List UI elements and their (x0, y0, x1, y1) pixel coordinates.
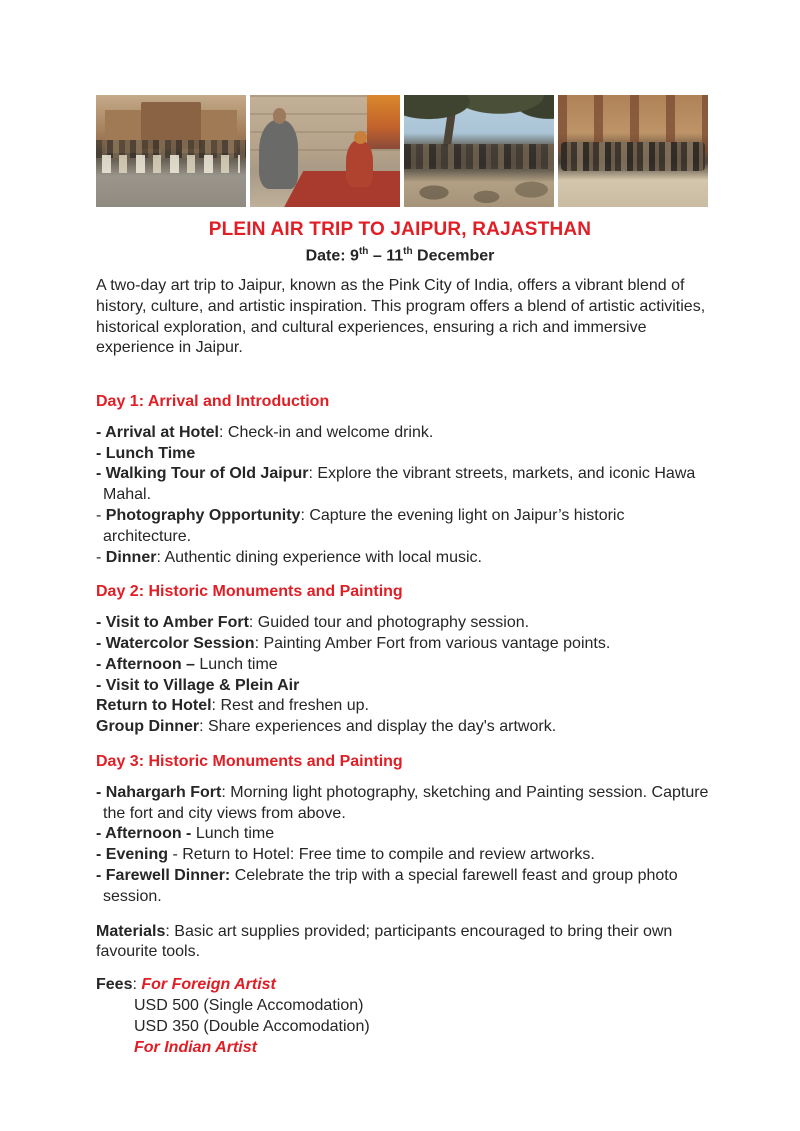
photo-musician-shape (346, 140, 373, 187)
item-segment: - Return to Hotel: Free time to compile and review artworks. (168, 846, 595, 864)
photo-collage (96, 95, 708, 207)
itinerary-item (96, 444, 710, 465)
photo-orange-drape-shape (367, 95, 400, 149)
item-segment: - Walking Tour of Old Jaipur (96, 465, 309, 483)
item-segment: - Watercolor Session (96, 634, 255, 652)
day-section (96, 392, 710, 568)
item-segment: : Capture the evening light on Jaipur’s historic architecture. (103, 506, 625, 545)
item-segment: - Afternoon - (96, 825, 192, 843)
fees-block (96, 975, 710, 1058)
item-segment: Photography Opportunity (105, 506, 301, 524)
materials-text: : Basic art supplies provided; participants encouraged to bring their own favourite tools. (96, 922, 673, 961)
item-segment: : Rest and freshen up. (211, 697, 369, 715)
item-segment: : Painting Amber Fort from various vantage points. (254, 634, 611, 652)
collage-photo-group-under-tree (404, 95, 554, 207)
item-segment: - Farewell Dinner: (96, 866, 231, 884)
photo-crowd-shape (404, 144, 554, 169)
item-segment: : Guided tour and photography session. (248, 614, 530, 632)
day-heading: Day 2: Historic Monuments and Painting (96, 583, 403, 601)
itinerary-item (96, 717, 710, 738)
item-segment: - Nahargarh Fort (96, 783, 222, 801)
photo-paintings-shape (102, 155, 240, 173)
intro-paragraph: A two-day art trip to Jaipur, known as the Pink City of India, offers a vibrant blend of history, culture, and artistic inspiration. This program offers a blend of artistic activities, historical exploration, and cultural experiences, ensuring a rich and immersive experience in Jaipur. (96, 277, 706, 357)
item-segment: Group Dinner (96, 718, 200, 736)
itinerary-item (96, 676, 710, 697)
collage-photo-group-paintings (96, 95, 246, 207)
photo-red-carpet-shape (281, 171, 400, 207)
fees-separator: : (132, 976, 142, 994)
itinerary-item (96, 548, 710, 569)
item-segment: : Explore the vibrant streets, markets, and iconic Hawa Mahal. (103, 465, 696, 504)
item-segment: : Authentic dining experience with local music. (156, 548, 482, 566)
itinerary-item (96, 506, 710, 548)
itinerary-item (96, 696, 710, 717)
itinerary-item (96, 655, 710, 676)
materials-paragraph (96, 922, 710, 964)
photo-foliage-shape (404, 95, 554, 138)
fee-option-single: USD 500 (Single Accomodation) (134, 996, 364, 1014)
fees-indian-artist-heading: For Indian Artist (134, 1038, 257, 1056)
photo-crowd-shape (561, 142, 705, 171)
item-segment: Dinner (105, 548, 157, 566)
itinerary-item (96, 783, 710, 825)
document-body (96, 392, 710, 1058)
itinerary-item (96, 613, 710, 634)
item-segment: : Check-in and welcome drink. (219, 423, 434, 441)
date-superscript: th (403, 246, 413, 257)
collage-photo-musician (250, 95, 400, 207)
item-segment: - (96, 506, 106, 524)
day-heading: Day 1: Arrival and Introduction (96, 393, 330, 410)
item-segment: Celebrate the trip with a special farewell feast and group photo session. (103, 866, 678, 905)
photo-man-head-shape (273, 108, 287, 124)
itinerary-item (96, 824, 710, 845)
photo-crouching-man-shape (259, 120, 298, 189)
item-segment: Lunch time (194, 655, 278, 673)
item-segment: : Morning light photography, sketching and Painting session. Capture the fort and city views from above. (103, 783, 709, 822)
page-title: PLEIN AIR TRIP TO JAIPUR, RAJASTHAN (208, 219, 592, 240)
fees-heading-line (96, 975, 710, 996)
item-segment: : Share experiences and display the day's artwork. (199, 718, 557, 736)
date-middle: – 11 (368, 247, 404, 265)
itinerary-sections (96, 392, 710, 908)
day-section (96, 752, 710, 908)
fees-foreign-artist-heading: For Foreign Artist (141, 976, 276, 994)
item-segment: - Evening (96, 846, 169, 864)
date-prefix: Date: 9 (305, 247, 359, 265)
fees-label: Fees (96, 976, 133, 994)
day-heading: Day 3: Historic Monuments and Painting (96, 752, 403, 770)
date-line (0, 245, 800, 267)
photo-dappled-ground-shape (404, 178, 554, 207)
itinerary-item (96, 423, 710, 444)
item-segment: - Lunch Time (96, 444, 196, 462)
itinerary-item (96, 634, 710, 655)
item-segment: Return to Hotel (96, 697, 212, 715)
item-segment: - Arrival at Hotel (96, 423, 219, 441)
collage-photo-columned-hall (558, 95, 708, 207)
itinerary-item (96, 845, 710, 866)
item-segment: - (96, 548, 106, 566)
item-segment: Lunch time (191, 825, 275, 843)
itinerary-item (96, 866, 710, 908)
itinerary-item (96, 464, 710, 506)
date-suffix: December (412, 247, 495, 265)
item-segment: - Afternoon – (96, 655, 195, 673)
item-segment: - Visit to Amber Fort (96, 614, 249, 632)
item-segment: - Visit to Village & Plein Air (96, 676, 300, 694)
day-section (96, 582, 710, 738)
date-superscript: th (358, 246, 369, 257)
materials-label: Materials (96, 922, 166, 940)
fee-option-double: USD 350 (Double Accomodation) (134, 1017, 370, 1035)
